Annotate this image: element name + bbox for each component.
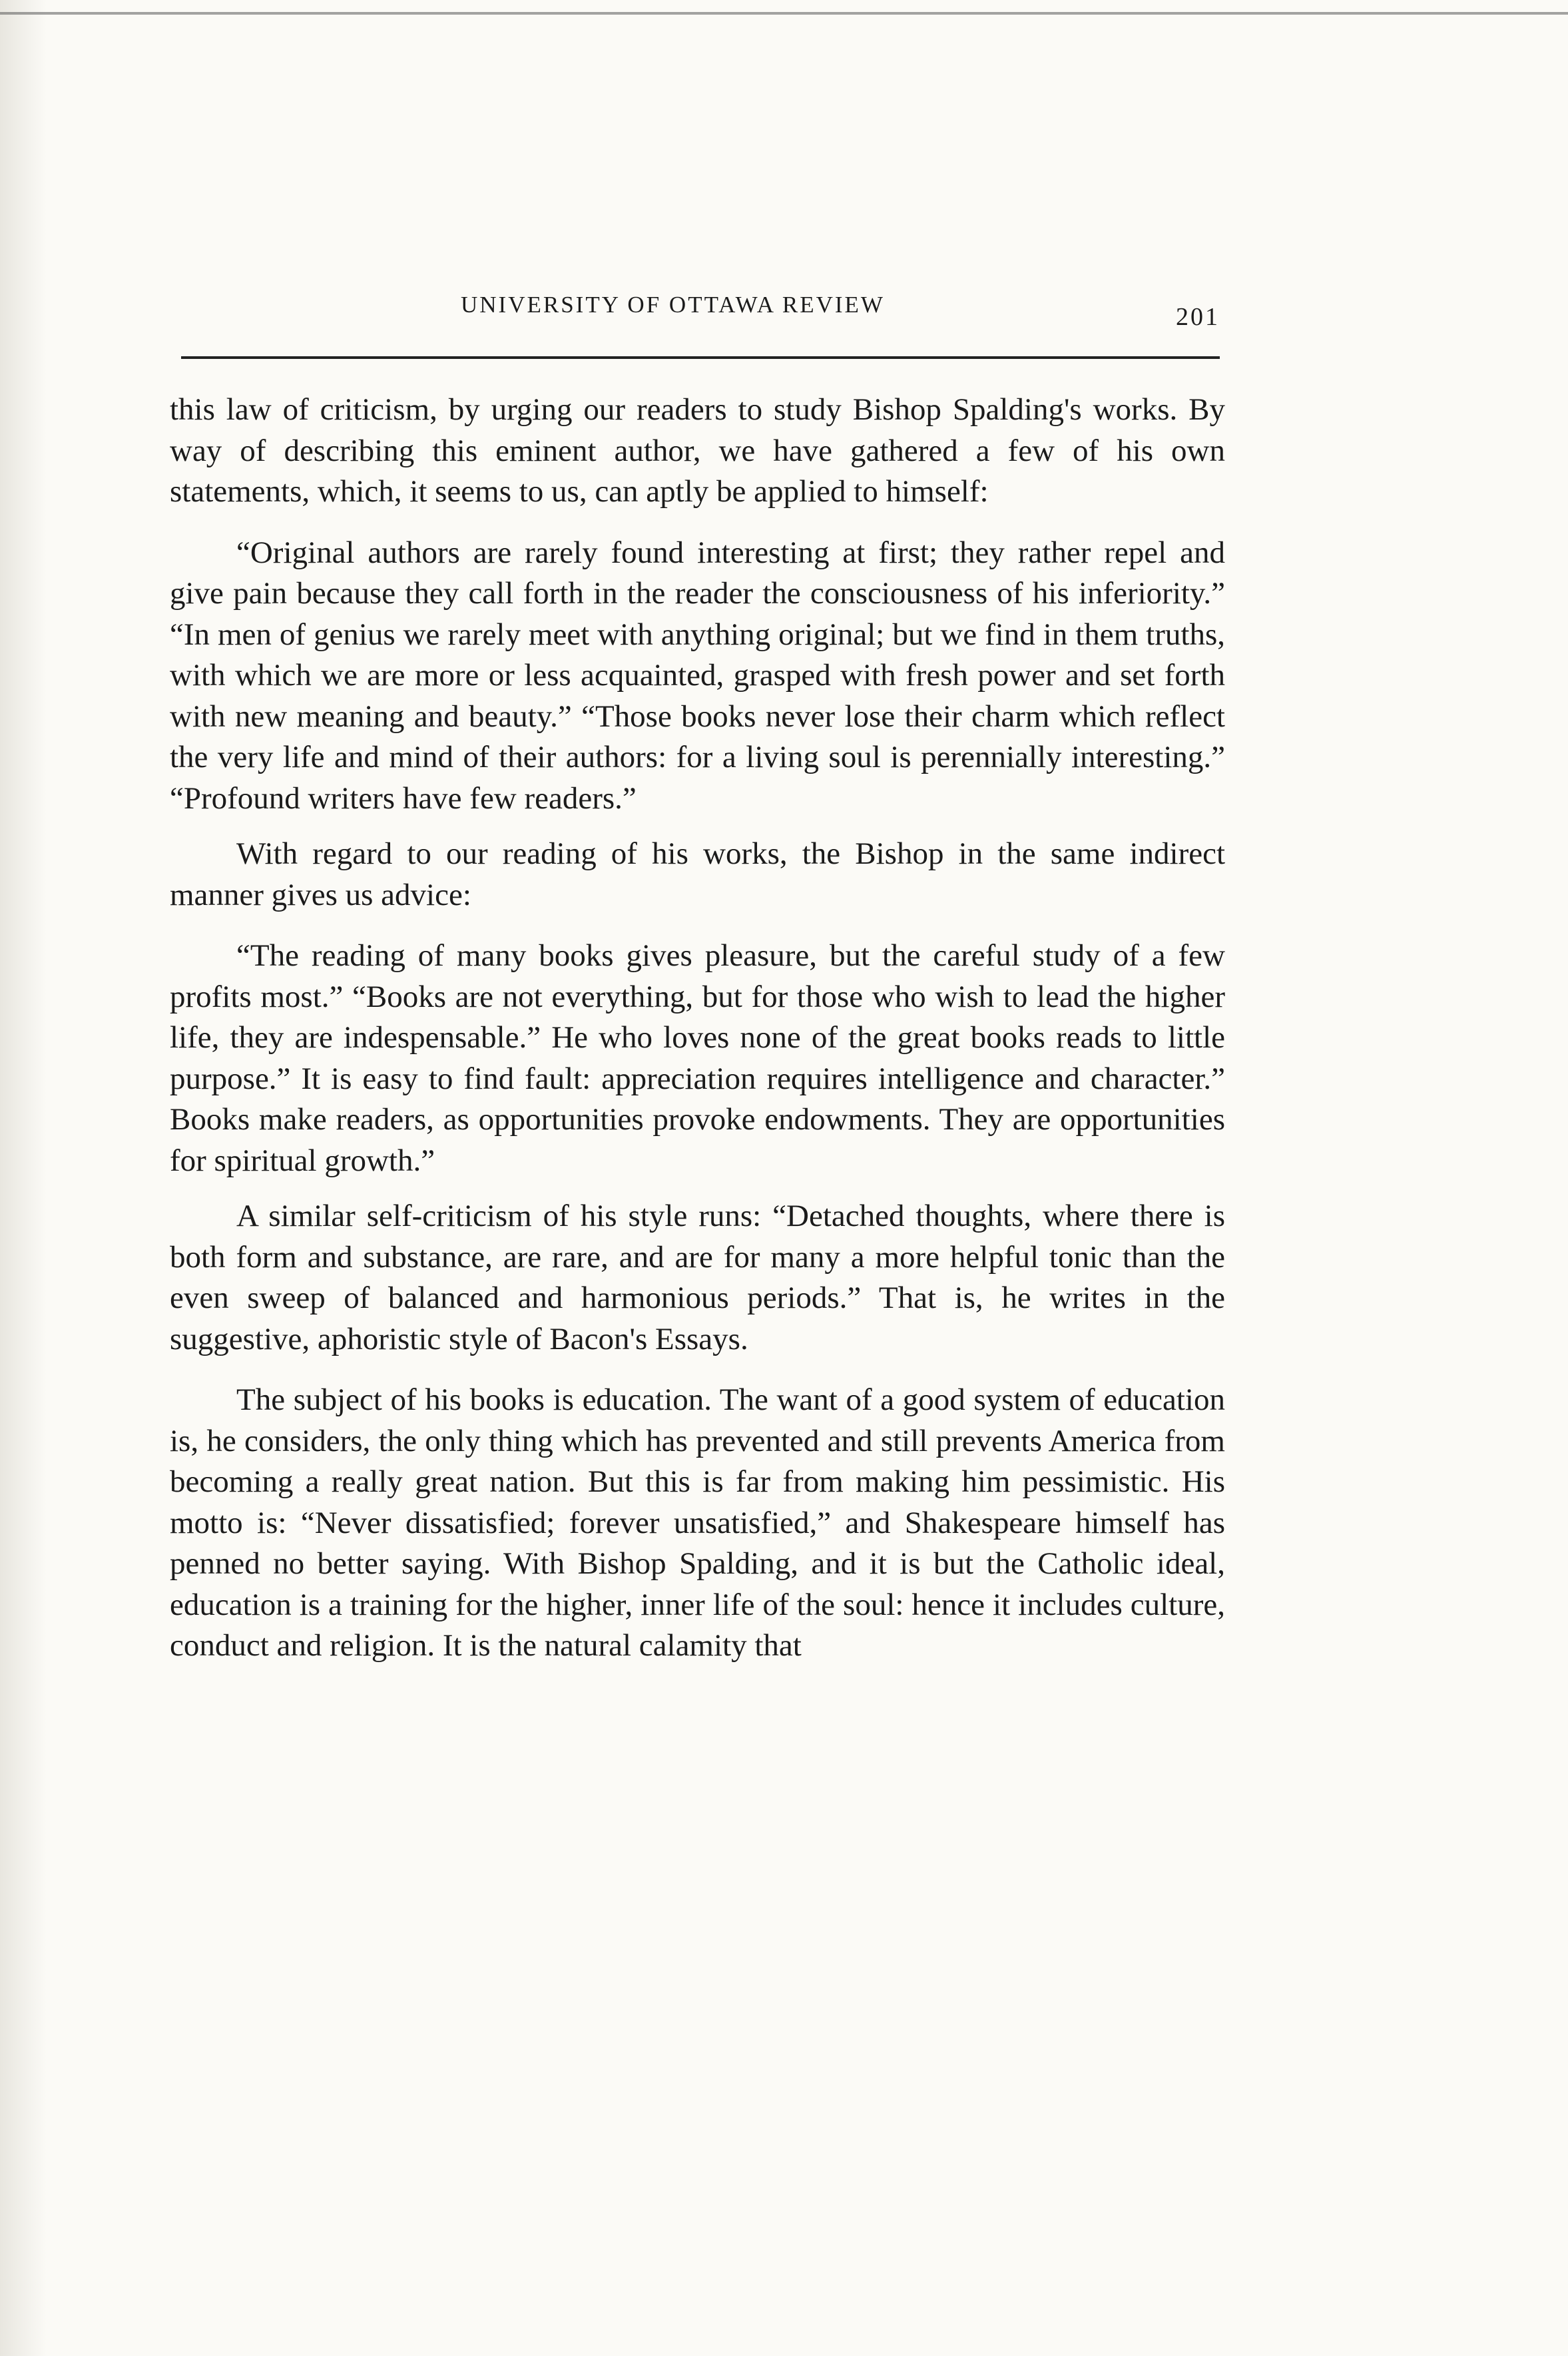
header-rule bbox=[181, 356, 1220, 359]
page-number: 201 bbox=[1176, 303, 1220, 331]
scan-edge-shadow bbox=[0, 0, 47, 2356]
paragraph-5: A similar self-criticism of his style runs: “Detached thoughts, where there is both form and substance, are rare, and are for many a more helpful tonic than the even sweep of balanced and harmonious periods.” That is, he writes in the suggestive, aphoristic style of Bacon's Essays. bbox=[170, 1199, 1225, 1356]
body-text bbox=[170, 390, 1225, 1687]
paragraph-1: this law of criticism, by urging our readers to study Bishop Spalding's works. By way of describing this eminent author, we have gathered a few of his own statements, which, it seems to us, can aptly be applied to himself: bbox=[170, 392, 1225, 509]
paragraph-6: The subject of his books is education. The want of a good system of education is, he considers, the only thing which has prevented and still prevents America from becoming a really great nation. But this is far from making him pessimistic. His motto is: “Never dissatisfied; forever unsatisfied,” and Shakespeare himself has penned no better saying. With Bishop Spalding, and it is but the Catholic ideal, education is a training for the higher, inner life of the soul: hence it includes culture, conduct and religion. It is the natural calamity that bbox=[170, 1382, 1225, 1663]
running-head: UNIVERSITY OF OTTAWA REVIEW bbox=[461, 292, 885, 318]
page-top-edge bbox=[0, 12, 1568, 15]
paragraph-3: With regard to our reading of his works, the Bishop in the same indirect manner gives us advice: bbox=[170, 836, 1225, 912]
page-header bbox=[181, 280, 1220, 333]
paragraph-2: “Original authors are rarely found interesting at first; they rather repel and give pain because they call forth in the reader the consciousness of his inferiority.” “In men of genius we rarely meet with anything original; but we find in them truths, with which we are more or less acquainted, grasped with fresh power and set forth with new meaning and beauty.” “Those books never lose their charm which reflect the very life and mind of their authors: for a living soul is perennially interesting.” “Profound writers have few readers.” bbox=[170, 535, 1225, 816]
paragraph-4: “The reading of many books gives pleasure, but the careful study of a few profits most.” “Books are not everything, but for those who wish to lead the higher life, they are indespensable.” He who loves none of the great books reads to little purpose.” It is easy to find fault: appreciation requires intelligence and character.” Books make readers, as opportunities provoke endowments. They are opportunities for spiritual growth.” bbox=[170, 938, 1225, 1178]
